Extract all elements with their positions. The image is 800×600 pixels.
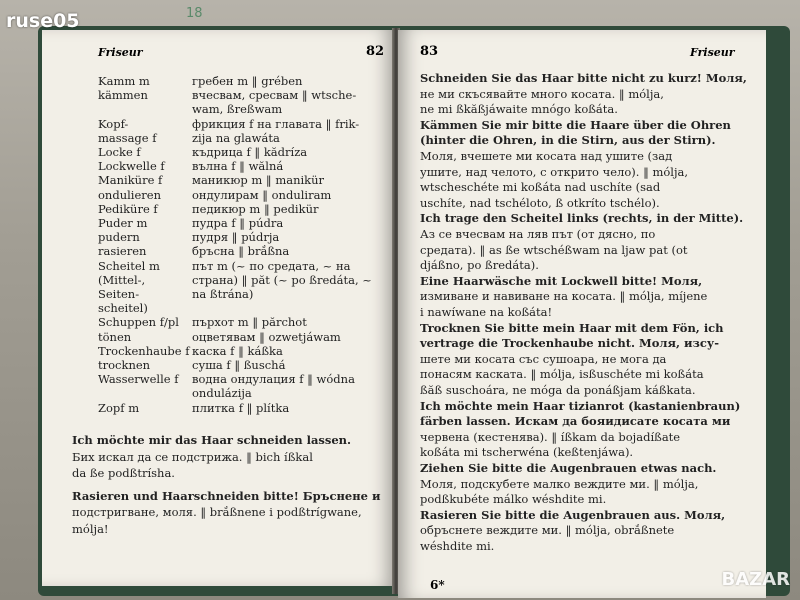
bulgarian-term: педикюр m ‖ pedikür: [192, 201, 319, 216]
vocab-row: [42, 202, 394, 216]
bulgarian-term: страна) ‖ păt (~ po ßredáta, ~: [192, 272, 372, 287]
german-term: tönen: [98, 329, 132, 344]
bulgarian-term: na ßtrána): [192, 287, 254, 301]
vocab-row: [42, 159, 394, 173]
signature-mark: 6*: [430, 578, 445, 592]
german-term: (Mittel-,: [98, 272, 146, 287]
bulgarian-term: гребен m ‖ grében: [192, 74, 303, 88]
bazar-logo: BAZAR: [721, 569, 790, 590]
phrase-line: wtscheschéte mi koßáta nad uschíte (sad: [420, 180, 661, 195]
phrase-line: Schneiden Sie das Haar bitte nicht zu kurz! Моля,: [420, 71, 747, 85]
bulgarian-term: zija na glawáta: [192, 130, 280, 145]
phrase-line: обръснете веждите ми. ‖ mólja, obrắßnete: [420, 523, 675, 538]
phrase-line: Ich trage den Scheitel links (rechts, in der Mitte).: [420, 211, 744, 226]
bulgarian-term: плитка f ‖ plítka: [192, 400, 290, 415]
phrase-line: koßáta mi tscherwéna (keßtenjáwa).: [420, 445, 634, 460]
vocab-row: [42, 230, 394, 244]
bulgarian-term: път m (~ по средата, ~ на: [192, 258, 351, 273]
german-term: rasieren: [98, 244, 147, 259]
bulgarian-term: пудра f ‖ púdra: [192, 216, 284, 230]
bulgarian-term: вълна f ‖ wălná: [192, 159, 284, 174]
vocab-row: [42, 401, 394, 415]
german-term: kämmen: [98, 88, 148, 103]
german-term: Lockwelle f: [98, 159, 165, 174]
bulgarian-term: къдрица f ‖ kădríza: [192, 145, 308, 159]
phrase-line: (hinter die Ohren, in die Stirn, aus der Stirn).: [420, 133, 716, 148]
left-page: [42, 30, 394, 586]
phrase-line: измиване и навиване на косата. ‖ mólja, míjene: [420, 289, 708, 304]
bulgarian-term: маникюр m ‖ manikür: [192, 173, 325, 188]
german-term: Seiten-: [98, 287, 140, 301]
phrase-line: vertrage die Trockenhaube nicht. Моля, изсу-: [420, 336, 720, 351]
german-term: ondulieren: [98, 187, 161, 202]
phrase-line: Ich möchte mir das Haar schneiden lassen.: [72, 433, 352, 447]
phrase-line: не ми скъсявайте много косата. ‖ mólja,: [420, 86, 664, 101]
german-term: trocknen: [98, 358, 151, 372]
vocab-row: [42, 273, 394, 287]
german-term: Pediküre f: [98, 201, 158, 216]
phrase-line: червена (кестенява). ‖ íßkam da bojadíßate: [420, 429, 681, 444]
german-term: Maniküre f: [98, 173, 163, 188]
phrase-line: färben lassen. Искам да бояидисате косата ми: [420, 414, 731, 429]
vocab-row: [42, 330, 394, 344]
vocab-row: [42, 344, 394, 358]
phrase-line: подстригване, моля. ‖ brắßnene i podßtrígwane,: [72, 505, 362, 519]
phrase-line: da ße podßtrísha.: [72, 466, 175, 480]
bulgarian-term: суша f ‖ ßuschá: [192, 358, 286, 372]
vocab-row: [42, 287, 394, 301]
phrase-line: Trocknen Sie bitte mein Haar mit dem Fön, ich: [420, 320, 724, 335]
bulgarian-term: пудря ‖ púdrja: [192, 230, 280, 245]
watermark: ruse05: [6, 10, 80, 32]
phrase-line: uschíte, nad tschéloto, ß otkríto tschélo).: [420, 195, 660, 210]
phrase-line: понасям каската. ‖ mólja, isßuschéte mi koßáta: [420, 367, 704, 382]
german-term: Scheitel m: [98, 258, 160, 273]
phrase-line: Моля, вчешете ми косата над ушите (зад: [420, 149, 673, 163]
german-term: scheitel): [98, 301, 148, 316]
phrase-line: шете ми косата със сушоара, не мога да: [420, 351, 667, 366]
phrase-line: Ich möchte mein Haar tizianrot (kastanienbraun): [420, 398, 741, 413]
vocab-row: [42, 74, 394, 88]
german-term: Trockenhaube f: [98, 343, 190, 358]
phrase-line: podßkubéte málko wéshdite mi.: [420, 492, 607, 507]
left-page-number: 82: [366, 44, 385, 59]
bulgarian-term: ондулирам ‖ onduliram: [192, 187, 332, 202]
phrase-line: ßăß suschoára, ne móga da ponáßjam káßkata.: [420, 383, 696, 397]
phrase-line: Бих искал да се подстрижа. ‖ bich íßkal: [72, 449, 313, 464]
phrase-line: ушите, над челото, с открито чело). ‖ mólja,: [420, 164, 689, 179]
vocab-row: [42, 88, 394, 102]
right-page: [398, 30, 766, 598]
vocab-row: [42, 358, 394, 372]
vocab-row: [42, 301, 394, 315]
german-term: Zopf m: [98, 400, 140, 415]
phrase-line: Ziehen Sie bitte die Augenbrauen etwas nach.: [420, 461, 717, 475]
vocab-row: [42, 188, 394, 202]
bulgarian-term: каска f ‖ káßka: [192, 343, 283, 358]
bulgarian-term: пърхот m ‖ părchot: [192, 315, 307, 330]
phrase-line: Rasieren und Haarschneiden bitte! Бръснене и: [72, 488, 381, 503]
phrase-line: Rasieren Sie bitte die Augenbrauen aus. Моля,: [420, 507, 726, 522]
bulgarian-term: оцветявам ‖ ozwetjáwam: [192, 329, 341, 344]
phrase-line: Eine Haarwäsche mit Lockwell bitte! Моля,: [420, 273, 703, 288]
phrase-line: wéshdite mi.: [420, 539, 495, 553]
phrase-line: Аз се вчесвам на ляв път (от дясно, по: [420, 227, 656, 241]
vocab-row: [42, 259, 394, 273]
vocab-row: [42, 145, 394, 159]
corner-number: 18: [186, 6, 203, 21]
left-header: Friseur: [98, 46, 143, 59]
phrase-line: Kämmen Sie mir bitte die Haare über die Ohren: [420, 117, 731, 132]
right-page-number: 83: [420, 44, 439, 59]
vocab-row: [42, 216, 394, 230]
phrase-line: mólja!: [72, 521, 109, 536]
vocab-row: [42, 315, 394, 329]
phrase-line: средата). ‖ as ße wtschéßwam na ljaw pat (ot: [420, 242, 688, 257]
phrase-line: djáßno, po ßredáta).: [420, 258, 539, 273]
german-term: Kopf-: [98, 116, 129, 131]
german-term: pudern: [98, 230, 140, 245]
phrase-line: Моля, подскубете малко веждите ми. ‖ mólja,: [420, 476, 699, 491]
vocab-row: [42, 102, 394, 116]
german-term: Puder m: [98, 216, 148, 230]
german-term: Schuppen f/pl: [98, 315, 179, 330]
phrase-line: i nawíwane na koßáta!: [420, 305, 553, 319]
right-header: Friseur: [690, 46, 735, 59]
vocab-row: [42, 244, 394, 258]
bulgarian-term: вчесвам, сресвам ‖ wtsche-: [192, 88, 357, 103]
vocab-row: [42, 131, 394, 145]
german-term: Wasserwelle f: [98, 372, 179, 387]
bulgarian-term: ondulázija: [192, 386, 252, 401]
bulgarian-term: водна ондулация f ‖ wódna: [192, 372, 355, 387]
bulgarian-term: бръсна ‖ brắßna: [192, 244, 290, 259]
vocab-row: [42, 173, 394, 187]
german-term: Kamm m: [98, 74, 150, 88]
bulgarian-term: фрикция f на главата ‖ frik-: [192, 116, 360, 131]
german-term: Locke f: [98, 145, 141, 159]
bulgarian-term: wam, ßreßwam: [192, 102, 283, 117]
vocab-row: [42, 117, 394, 131]
vocab-row: [42, 386, 394, 400]
vocab-row: [42, 372, 394, 386]
phrase-line: ne mi ßkăßjáwaite mnógo koßáta.: [420, 102, 618, 117]
german-term: massage f: [98, 130, 157, 145]
